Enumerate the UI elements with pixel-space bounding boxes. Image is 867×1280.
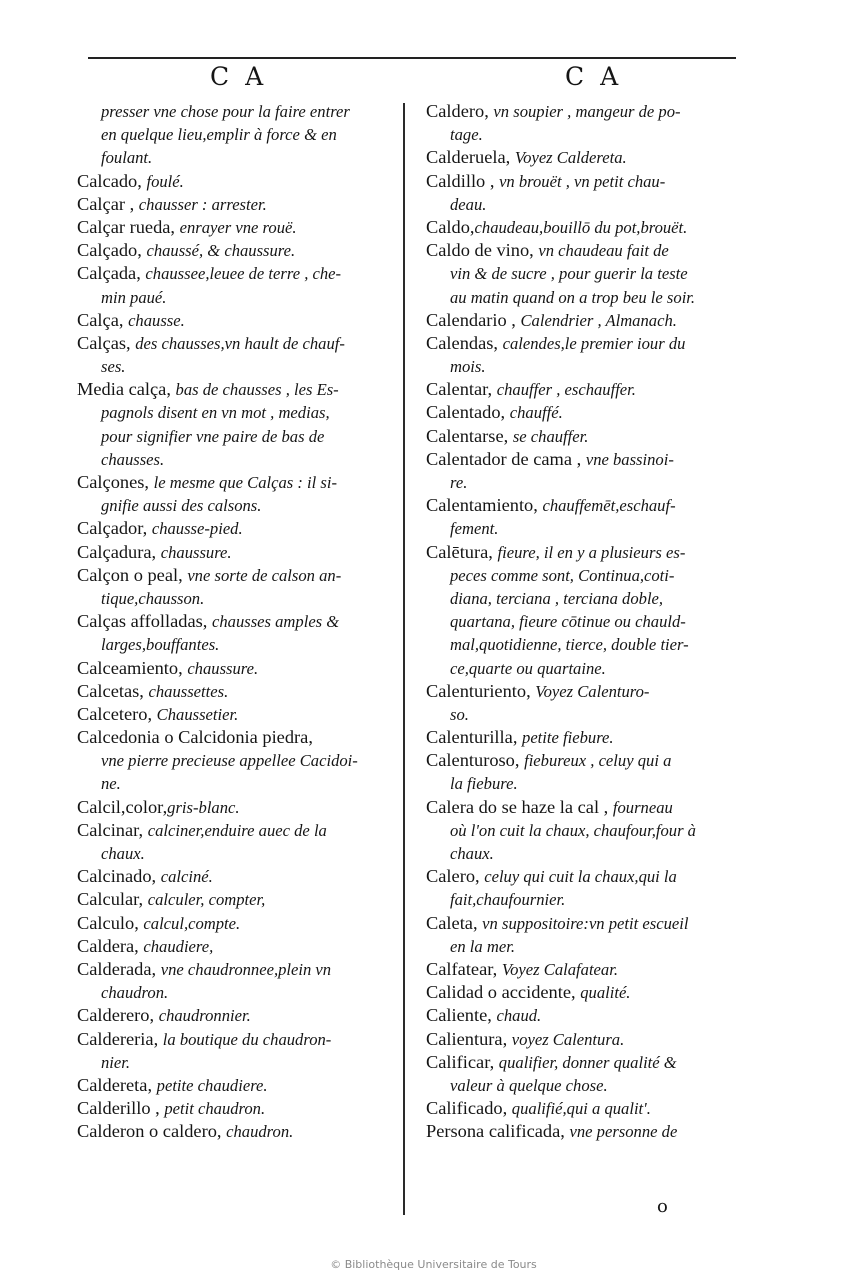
headword: Calenturiento, [426,680,536,701]
headword: Calentar, [426,379,497,400]
translation: chaudiere, [143,936,214,956]
dictionary-line [426,726,742,749]
headword: Calderuela, [426,147,515,168]
translation: fieure, il en y a plusieurs es- [497,542,686,562]
headword: Calera do se haze la cal , [426,796,613,817]
dictionary-line [426,819,742,842]
translation: vn soupier , mangeur de po- [493,102,681,121]
headword: Calentarse, [426,425,513,446]
headword: Calientura, [426,1028,512,1049]
left-column [77,100,395,1143]
headword: Calçador, [77,518,152,539]
headword: Calcetas, [77,680,149,701]
translation: chauffé. [509,403,563,423]
headword: Calcado, [77,170,147,191]
dictionary-line [77,842,395,865]
dictionary-line [426,1074,742,1097]
dictionary-line [426,772,742,795]
translation: chaudron. [101,983,169,1003]
dictionary-line [426,378,742,401]
translation: en la mer. [450,936,515,956]
translation: qualifié,qui a qualit'. [511,1099,651,1119]
dictionary-line [426,796,742,819]
translation: des chausses,vn hault de chauf- [135,333,345,353]
translation: la fiebure. [450,774,518,794]
dictionary-line [426,1120,742,1143]
translation: chaussure. [187,658,259,678]
translation: vne pierre precieuse appellee Cacidoi- [101,751,358,771]
dictionary-line [77,703,395,726]
dictionary-line [426,332,742,355]
headword: Calendario , [426,309,521,330]
translation: bas de chausses , les Es- [175,380,339,400]
translation: en quelque lieu,emplir à force & en [101,125,337,145]
headword: Calentado, [426,402,510,423]
dictionary-line [77,471,395,494]
translation: enrayer vne rouë. [179,217,297,237]
translation: pour signifier vne paire de bas de [101,426,325,446]
translation: deau. [450,194,487,214]
translation: petit chaudron. [164,1099,266,1119]
translation: chaussure. [160,542,232,562]
dictionary-line [426,1097,742,1120]
headword: Calculo, [77,912,144,933]
translation: calendes,le premier iour du [502,333,686,353]
dictionary-line [426,958,742,981]
dictionary-line [77,193,395,216]
headword: Calçones, [77,472,154,492]
translation: chaussettes. [148,681,229,701]
dictionary-line [77,1074,395,1097]
translation: qualifier, donner qualité & [498,1052,677,1072]
translation: Voyez Calenturo- [535,681,650,701]
dictionary-line [426,633,742,656]
translation: chauffer , eschauffer. [496,380,636,400]
translation: peces comme sont, Continua,coti- [450,565,675,585]
dictionary-line [426,1004,742,1027]
translation: mois. [450,357,486,377]
translation: ses. [101,357,126,377]
dictionary-line [77,170,395,193]
translation: chaudeau,bouillō du pot,brouët. [474,217,688,237]
dictionary-line [77,494,395,517]
translation: celuy qui cuit la chaux,qui la [484,867,677,887]
dictionary-line [77,912,395,935]
dictionary-line [426,657,742,680]
dictionary-line [426,935,742,958]
translation: Voyez Calafatear. [501,959,618,979]
translation: vin & de sucre , pour guerir la teste [450,264,688,284]
dictionary-line [77,541,395,564]
headword: Calça, [77,309,129,330]
translation: chausse-pied. [151,519,243,539]
translation: calciner,enduire auec de la [147,820,327,840]
translation: calcul,compte. [143,913,241,933]
translation: min paué. [101,287,167,307]
translation: chaux. [450,844,494,863]
headword: Calderada, [77,958,161,979]
dictionary-line [77,680,395,703]
dictionary-line [77,772,395,795]
dictionary-line [426,981,742,1004]
headword: Calentamiento, [426,495,543,516]
translation: diana, terciana , terciana doble, [450,588,664,608]
headword: Calçado, [77,240,147,261]
headword: Calcil,color, [77,796,168,817]
dictionary-line [77,564,395,587]
dictionary-line [77,1051,395,1074]
dictionary-line [426,286,742,309]
translation: so. [450,704,469,724]
dictionary-line [77,633,395,656]
headword: Calenturilla, [426,727,523,748]
translation: voyez Calentura. [511,1029,625,1049]
headword: Calças affolladas, [77,611,212,632]
dictionary-line [426,865,742,888]
dictionary-line [426,610,742,633]
translation: chausser : arrester. [138,194,267,214]
dictionary-line [426,262,742,285]
translation: fement. [450,519,499,539]
translation: petite fiebure. [522,728,614,748]
dictionary-line [426,1051,742,1074]
translation: qualité. [580,983,631,1003]
headword: Calçar rueda, [77,216,180,237]
dictionary-line [426,309,742,332]
translation: presser vne chose pour la faire entrer [101,102,350,121]
dictionary-line [426,703,742,726]
translation: où l'on cuit la chaux, chaufour,four à [450,820,696,840]
translation: la boutique du chaudron- [162,1029,332,1049]
dictionary-line [77,216,395,239]
headword: Calçada, [77,263,146,284]
translation: chaudron. [226,1122,294,1142]
translation: foulant. [101,148,153,168]
translation: vn chaudeau fait de [538,241,669,261]
headword: Caldo de vino, [426,240,539,261]
headword: Media calça, [77,379,176,400]
dictionary-line [77,146,395,169]
translation: re. [450,473,468,492]
headword: Calificado, [426,1098,512,1119]
dictionary-line [426,912,742,935]
dictionary-line [426,587,742,610]
headword: Caliente, [426,1005,497,1026]
dictionary-line [426,471,742,494]
dictionary-line [426,355,742,378]
headword: Calcinado, [77,866,161,887]
dictionary-line [77,309,395,332]
dictionary-line [426,888,742,911]
signature-mark: o [657,1196,668,1217]
translation: pagnols disent en vn mot , medias, [101,403,330,423]
dictionary-line [426,401,742,424]
dictionary-line [426,494,742,517]
headword: Calçon o peal, [77,564,188,585]
translation: Voyez Caldereta. [514,148,627,168]
dictionary-line [77,657,395,680]
headword: Calendas, [426,332,503,353]
translation: petite chaudiere. [156,1075,268,1095]
headword: Persona calificada, [426,1121,570,1142]
dictionary-line [426,146,742,169]
translation: vn suppositoire:vn petit escueil [482,913,689,933]
dictionary-line [77,726,395,749]
running-header-right: C A [565,62,623,91]
dictionary-line [426,564,742,587]
dictionary-line [426,239,742,262]
dictionary-line [77,587,395,610]
dictionary-line [77,286,395,309]
dictionary-line [77,401,395,424]
dictionary-line [426,100,742,123]
headword: Calenturoso, [426,750,525,771]
translation: nier. [101,1052,131,1072]
translation: quartana, fieure cōtinue ou chauld- [450,612,686,632]
headword: Calcetero, [77,703,157,724]
headword: Calçar , [77,193,139,214]
dictionary-line [77,100,395,123]
headword: Calentador de cama , [426,448,586,469]
dictionary-line [77,1097,395,1120]
translation: vne personne de [569,1122,678,1142]
translation: gnifie aussi des calsons. [101,496,262,516]
translation: vne sorte de calson an- [187,565,342,585]
translation: larges,bouffantes. [101,635,220,655]
dictionary-line [426,541,742,564]
translation: Calendrier , Almanach. [520,310,677,330]
headword: Caldero, [426,101,494,121]
dictionary-line [77,1028,395,1051]
translation: se chauffer. [512,426,589,446]
translation: ce,quarte ou quartaine. [450,658,606,678]
dictionary-line [426,842,742,865]
translation: chaussee,leuee de terre , che- [145,264,342,284]
dictionary-line [426,216,742,239]
translation: mal,quotidienne, tierce, double tier- [450,635,689,655]
headword: Calçadura, [77,541,161,562]
dictionary-line [77,958,395,981]
dictionary-line [426,170,742,193]
dictionary-line [426,123,742,146]
headword: Calero, [426,866,485,887]
translation: le mesme que Calças : il si- [153,473,338,492]
headword: Caleta, [426,912,483,933]
dictionary-line [77,796,395,819]
translation: vn brouët , vn petit chau- [499,171,666,191]
dictionary-line [77,888,395,911]
dictionary-line [426,193,742,216]
headword: Caldera, [77,935,144,956]
dictionary-line [426,517,742,540]
dictionary-line [77,749,395,772]
translation: fait,chaufournier. [450,890,566,910]
headword: Caldillo , [426,170,500,191]
translation: chausses. [101,449,165,469]
dictionary-line [426,680,742,703]
headword: Calderero, [77,1005,159,1026]
translation: chaud. [496,1006,542,1026]
top-rule [88,57,736,59]
dictionary-line [77,262,395,285]
translation: tage. [450,125,483,145]
library-credit: © Bibliothèque Universitaire de Tours [330,1258,537,1271]
dictionary-line [77,448,395,471]
dictionary-line [426,749,742,772]
translation: vne chaudronnee,plein vn [160,959,332,979]
headword: Calfatear, [426,958,502,979]
headword: Caldereta, [77,1074,157,1095]
headword: Calidad o accidente, [426,982,581,1003]
headword: Caldereria, [77,1028,163,1049]
translation: chaussé, & chaussure. [146,241,296,261]
translation: chaudronnier. [158,1006,251,1026]
headword: Calderon o caldero, [77,1121,227,1142]
translation: calciné. [160,867,213,887]
dictionary-line [77,123,395,146]
translation: gris-blanc. [167,797,240,817]
dictionary-line [426,448,742,471]
translation: ne. [101,774,121,794]
dictionary-line [77,1004,395,1027]
translation: chausse. [128,310,185,330]
translation: fourneau [612,797,673,817]
dictionary-line [77,981,395,1004]
running-header-left: C A [210,62,268,91]
dictionary-line [77,425,395,448]
translation: chausses amples & [211,612,340,632]
headword: Calētura, [426,541,498,562]
column-divider [403,103,405,1215]
dictionary-line [77,865,395,888]
translation: Chaussetier. [156,704,239,724]
dictionary-line [426,1028,742,1051]
headword: Calificar, [426,1051,499,1072]
translation: au matin quand on a trop beu le soir. [450,287,696,307]
headword: Calcedonia o Calcidonia piedra, [77,727,313,748]
translation: calculer, compter, [147,890,266,910]
dictionary-line [77,610,395,633]
dictionary-line [426,425,742,448]
dictionary-line [77,378,395,401]
headword: Calderillo , [77,1098,165,1119]
translation: fiebureux , celuy qui a [524,751,672,771]
headword: Calceamiento, [77,657,188,678]
dictionary-line [77,935,395,958]
dictionary-line [77,1120,395,1143]
translation: vne bassinoi- [585,449,674,469]
dictionary-line [77,239,395,262]
translation: chauffemēt,eschauf- [542,496,676,516]
dictionary-line [77,517,395,540]
translation: chaux. [101,844,145,863]
right-column [426,100,742,1143]
dictionary-line [77,819,395,842]
headword: Calcinar, [77,819,148,840]
translation: tique,chausson. [101,588,205,608]
translation: valeur à quelque chose. [450,1075,608,1095]
headword: Caldo, [426,216,475,237]
dictionary-line [77,332,395,355]
translation: foulé. [146,171,184,191]
dictionary-line [77,355,395,378]
headword: Calcular, [77,889,148,910]
headword: Calças, [77,332,136,353]
